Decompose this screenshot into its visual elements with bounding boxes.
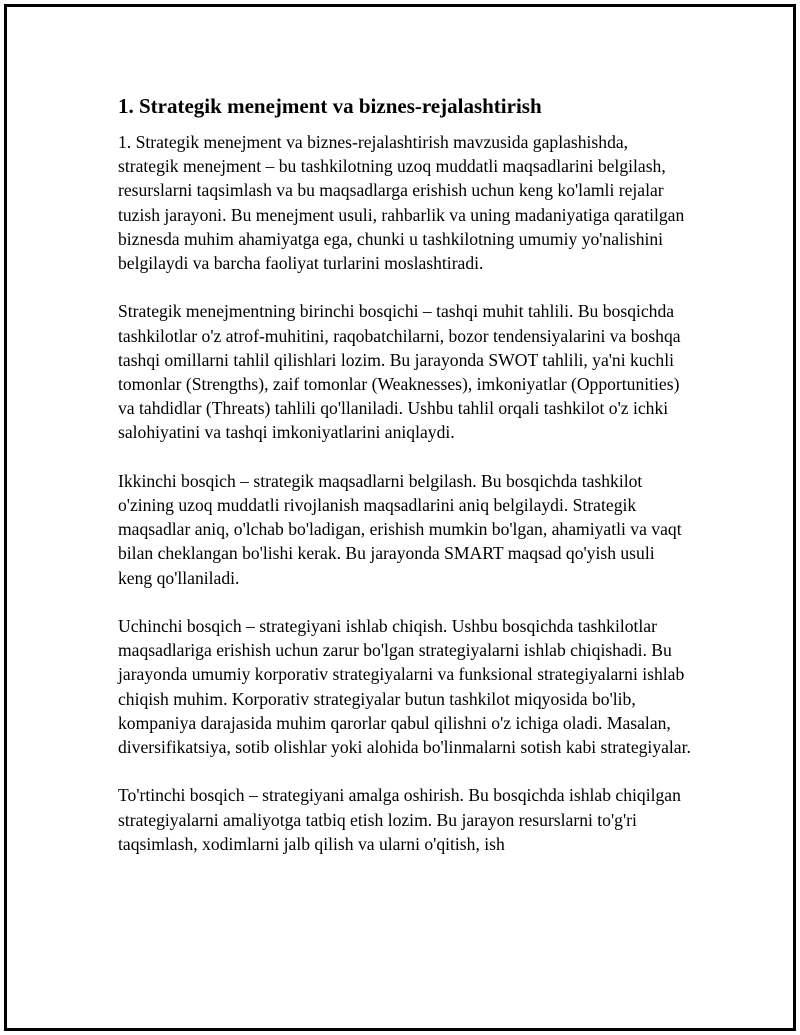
paragraph-intro: 1. Strategik menejment va biznes-rejalashtirish mavzusida gaplashishda, strategik menejment – bu tashkilotning uzoq muddatli maqsadlarini belgilash, resurslarni taqsimlash va bu maqsadlarga erishish uchun keng ko'lamli rejalar tuzish jarayoni. Bu menejment usuli, rahbarlik va uning madaniyatiga qaratilgan biznesda muhim ahamiyatga ega, chunki u tashkilotning umumiy yo'nalishini belgilaydi va barcha faoliyat turlarini moslashtiradi.	[118, 132, 685, 274]
document-body	[118, 92, 693, 880]
section-heading: 1. Strategik menejment va biznes-rejalashtirish	[118, 94, 542, 118]
paragraph-stage-one: Strategik menejmentning birinchi bosqichi – tashqi muhit tahlili. Bu bosqichda tashkilotlar o'z atrof-muhitini, raqobatchilarni, bozor tendensiyalarini va boshqa tashqi omillarni tahlil qilishlari lozim. Bu jarayonda SWOT tahlili, ya'ni kuchli tomonlar (Strengths), zaif tomonlar (Weaknesses), imkoniyatlar (Opportunities) va tahdidlar (Threats) tahlili qo'llaniladi. Ushbu tahlil orqali tashkilot o'z ichki salohiyatini va tashqi imkoniyatlarini aniqlaydi.	[118, 301, 681, 443]
paragraph-stage-four: To'rtinchi bosqich – strategiyani amalga oshirish. Bu bosqichda ishlab chiqilgan strategiyalarni amaliyotga tatbiq etish lozim. Bu jarayon resurslarni to'g'ri taqsimlash, xodimlarni jalb qilish va ularni o'qitish, ish	[118, 785, 681, 854]
paragraph-stage-two: Ikkinchi bosqich – strategik maqsadlarni belgilash. Bu bosqichda tashkilot o'zining uzoq muddatli rivojlanish maqsadlarini aniq belgilaydi. Strategik maqsadlar aniq, o'lchab bo'ladigan, erishish mumkin bo'lgan, ahamiyatli va vaqt bilan cheklangan bo'lishi kerak. Bu jarayonda SMART maqsad qo'yish usuli keng qo'llaniladi.	[118, 470, 682, 588]
paragraph-stage-three: Uchinchi bosqich – strategiyani ishlab chiqish. Ushbu bosqichda tashkilotlar maqsadlariga erishish uchun zarur bo'lgan strategiyalarni ishlab chiqishadi. Bu jarayonda umumiy korporativ strategiyalarni va funksional strategiyalarni ishlab chiqish muhim. Korporativ strategiyalar butun tashkilot miqyosida bo'lib, kompaniya darajasida muhim qarorlar qabul qilishni o'z ichiga oladi. Masalan, diversifikatsiya, sotib olishlar yoki alohida bo'linmalarni sotish kabi strategiyalar.	[118, 616, 691, 758]
